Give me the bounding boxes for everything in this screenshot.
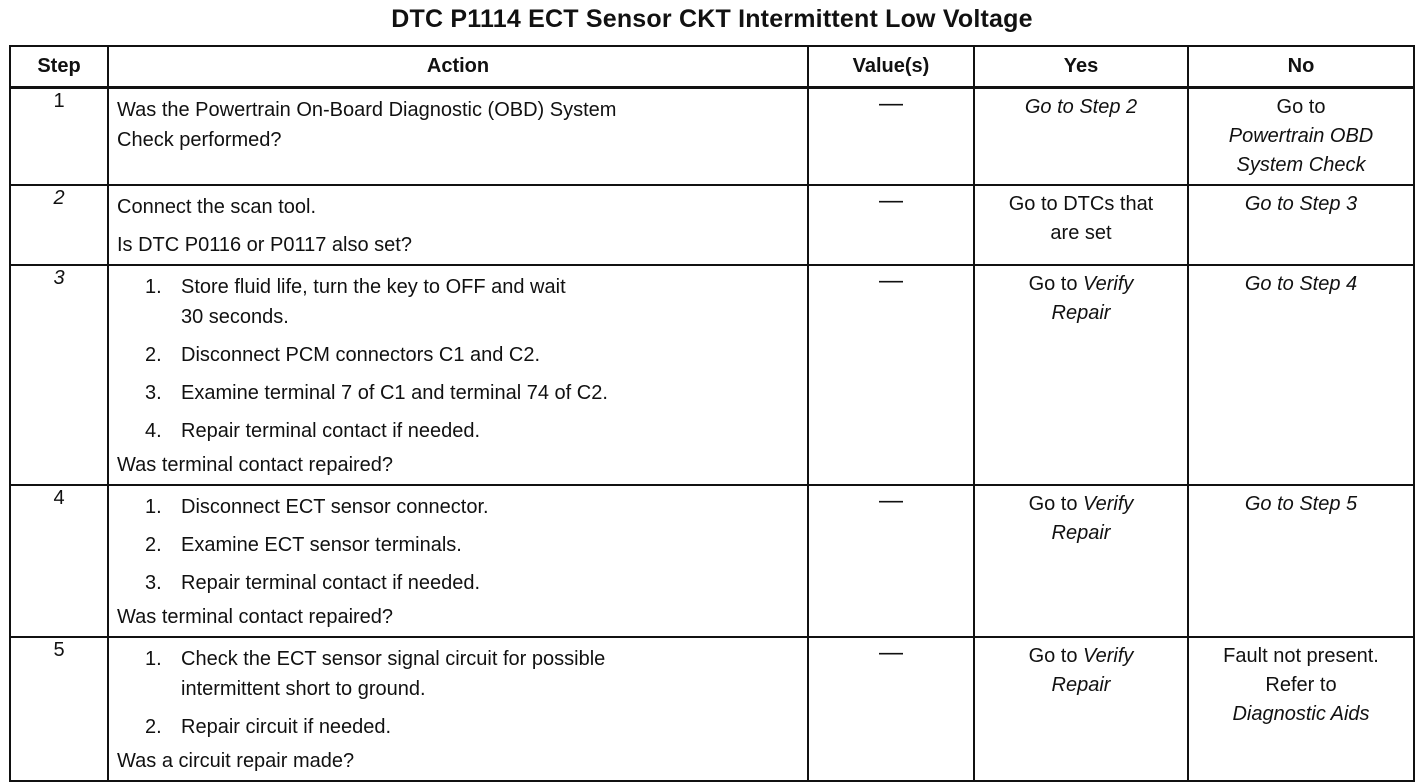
no-text: Go to xyxy=(1276,96,1326,118)
item-text: Repair terminal contact if needed. xyxy=(181,420,481,442)
no-cell xyxy=(1188,88,1414,186)
no-link[interactable]: Powertrain OBD xyxy=(1228,125,1374,147)
no-link[interactable]: Go to Step 3 xyxy=(1244,193,1358,215)
step-number: 4 xyxy=(10,485,108,637)
yes-cell xyxy=(974,485,1188,637)
value-cell: — xyxy=(808,185,974,265)
table-row-step-4 xyxy=(10,485,1414,637)
procedure-item xyxy=(117,568,799,598)
item-text: Repair circuit if needed. xyxy=(181,716,392,738)
item-text: Disconnect PCM connectors C1 and C2. xyxy=(181,344,541,366)
action-cell xyxy=(108,637,808,781)
procedure-item xyxy=(117,378,799,408)
action-text: Was the Powertrain On-Board Diagnostic (OBD) System xyxy=(117,99,617,121)
action-question: Was a circuit repair made? xyxy=(117,750,355,772)
procedure-item xyxy=(117,644,799,704)
item-number: 3. xyxy=(145,382,162,404)
yes-cell xyxy=(974,88,1188,186)
yes-link[interactable]: Go to Step 2 xyxy=(1024,96,1138,118)
yes-prefix: Go to xyxy=(1028,493,1078,515)
item-number: 3. xyxy=(145,572,162,594)
item-text xyxy=(181,644,799,704)
item-text: Disconnect ECT sensor connector. xyxy=(181,496,489,518)
no-cell xyxy=(1188,185,1414,265)
step-number: 3 xyxy=(10,265,108,485)
yes-prefix: Go to xyxy=(1028,273,1078,295)
dtc-table xyxy=(9,45,1415,782)
value-cell: — xyxy=(808,265,974,485)
yes-line xyxy=(981,642,1181,671)
item-line: Check the ECT sensor signal circuit for possible xyxy=(181,648,606,670)
page-title: DTC P1114 ECT Sensor CKT Intermittent Low Voltage xyxy=(391,5,1033,33)
yes-prefix: Go to xyxy=(1028,645,1078,667)
action-cell xyxy=(108,185,808,265)
step-number: 1 xyxy=(10,88,108,186)
step-number: 5 xyxy=(10,637,108,781)
action-cell xyxy=(108,88,808,186)
header-no: No xyxy=(1188,46,1414,88)
value-cell: — xyxy=(808,88,974,186)
yes-text[interactable]: are set xyxy=(1050,222,1112,244)
item-text: Examine terminal 7 of C1 and terminal 74 of C2. xyxy=(181,382,608,404)
item-number: 4. xyxy=(145,420,162,442)
item-line: 30 seconds. xyxy=(181,306,289,328)
no-text: Refer to xyxy=(1265,674,1337,696)
action-cell xyxy=(108,485,808,637)
header-yes: Yes xyxy=(974,46,1188,88)
table-row-step-1 xyxy=(10,88,1414,186)
no-cell xyxy=(1188,637,1414,781)
item-number: 1. xyxy=(145,648,162,670)
header-values: Value(s) xyxy=(808,46,974,88)
item-line: intermittent short to ground. xyxy=(181,678,426,700)
no-cell xyxy=(1188,265,1414,485)
item-number: 2. xyxy=(145,344,162,366)
yes-line xyxy=(981,270,1181,299)
action-text: Connect the scan tool. xyxy=(117,196,317,218)
procedure-list xyxy=(117,272,799,446)
procedure-item xyxy=(117,340,799,370)
item-number: 1. xyxy=(145,496,162,518)
no-link[interactable]: System Check xyxy=(1236,154,1366,176)
item-number: 1. xyxy=(145,276,162,298)
verify-repair-link[interactable]: Verify xyxy=(1083,645,1134,667)
table-row-step-2 xyxy=(10,185,1414,265)
action-text: Is DTC P0116 or P0117 also set? xyxy=(117,234,412,256)
yes-cell xyxy=(974,185,1188,265)
item-text: Examine ECT sensor terminals. xyxy=(181,534,462,556)
procedure-item xyxy=(117,530,799,560)
yes-text[interactable]: Go to DTCs that xyxy=(1008,193,1154,215)
verify-repair-link[interactable]: Repair xyxy=(1051,302,1111,324)
verify-repair-link[interactable]: Verify xyxy=(1083,493,1134,515)
item-number: 2. xyxy=(145,716,162,738)
procedure-item xyxy=(117,272,799,332)
verify-repair-link[interactable]: Repair xyxy=(1051,522,1111,544)
value-cell: — xyxy=(808,485,974,637)
step-number: 2 xyxy=(10,185,108,265)
item-line: Store fluid life, turn the key to OFF and wait xyxy=(181,276,566,298)
no-link[interactable]: Go to Step 4 xyxy=(1244,273,1358,295)
table-row-step-5 xyxy=(10,637,1414,781)
procedure-list xyxy=(117,644,799,742)
header-step: Step xyxy=(10,46,108,88)
yes-line xyxy=(981,490,1181,519)
item-text xyxy=(181,272,799,332)
procedure-item xyxy=(117,416,799,446)
no-link[interactable]: Go to Step 5 xyxy=(1244,493,1358,515)
yes-cell xyxy=(974,637,1188,781)
diagnostic-aids-link[interactable]: Diagnostic Aids xyxy=(1232,703,1370,725)
verify-repair-link[interactable]: Repair xyxy=(1051,674,1111,696)
procedure-item xyxy=(117,492,799,522)
procedure-list xyxy=(117,492,799,598)
verify-repair-link[interactable]: Verify xyxy=(1083,273,1134,295)
header-action: Action xyxy=(108,46,808,88)
value-cell: — xyxy=(808,637,974,781)
yes-cell xyxy=(974,265,1188,485)
no-cell xyxy=(1188,485,1414,637)
header-row xyxy=(10,46,1414,88)
no-text: Fault not present. xyxy=(1223,645,1379,667)
table-row-step-3 xyxy=(10,265,1414,485)
item-number: 2. xyxy=(145,534,162,556)
action-question: Was terminal contact repaired? xyxy=(117,606,394,628)
action-cell xyxy=(108,265,808,485)
procedure-item xyxy=(117,712,799,742)
action-question: Was terminal contact repaired? xyxy=(117,454,394,476)
item-text: Repair terminal contact if needed. xyxy=(181,572,481,594)
action-text: Check performed? xyxy=(117,129,282,151)
